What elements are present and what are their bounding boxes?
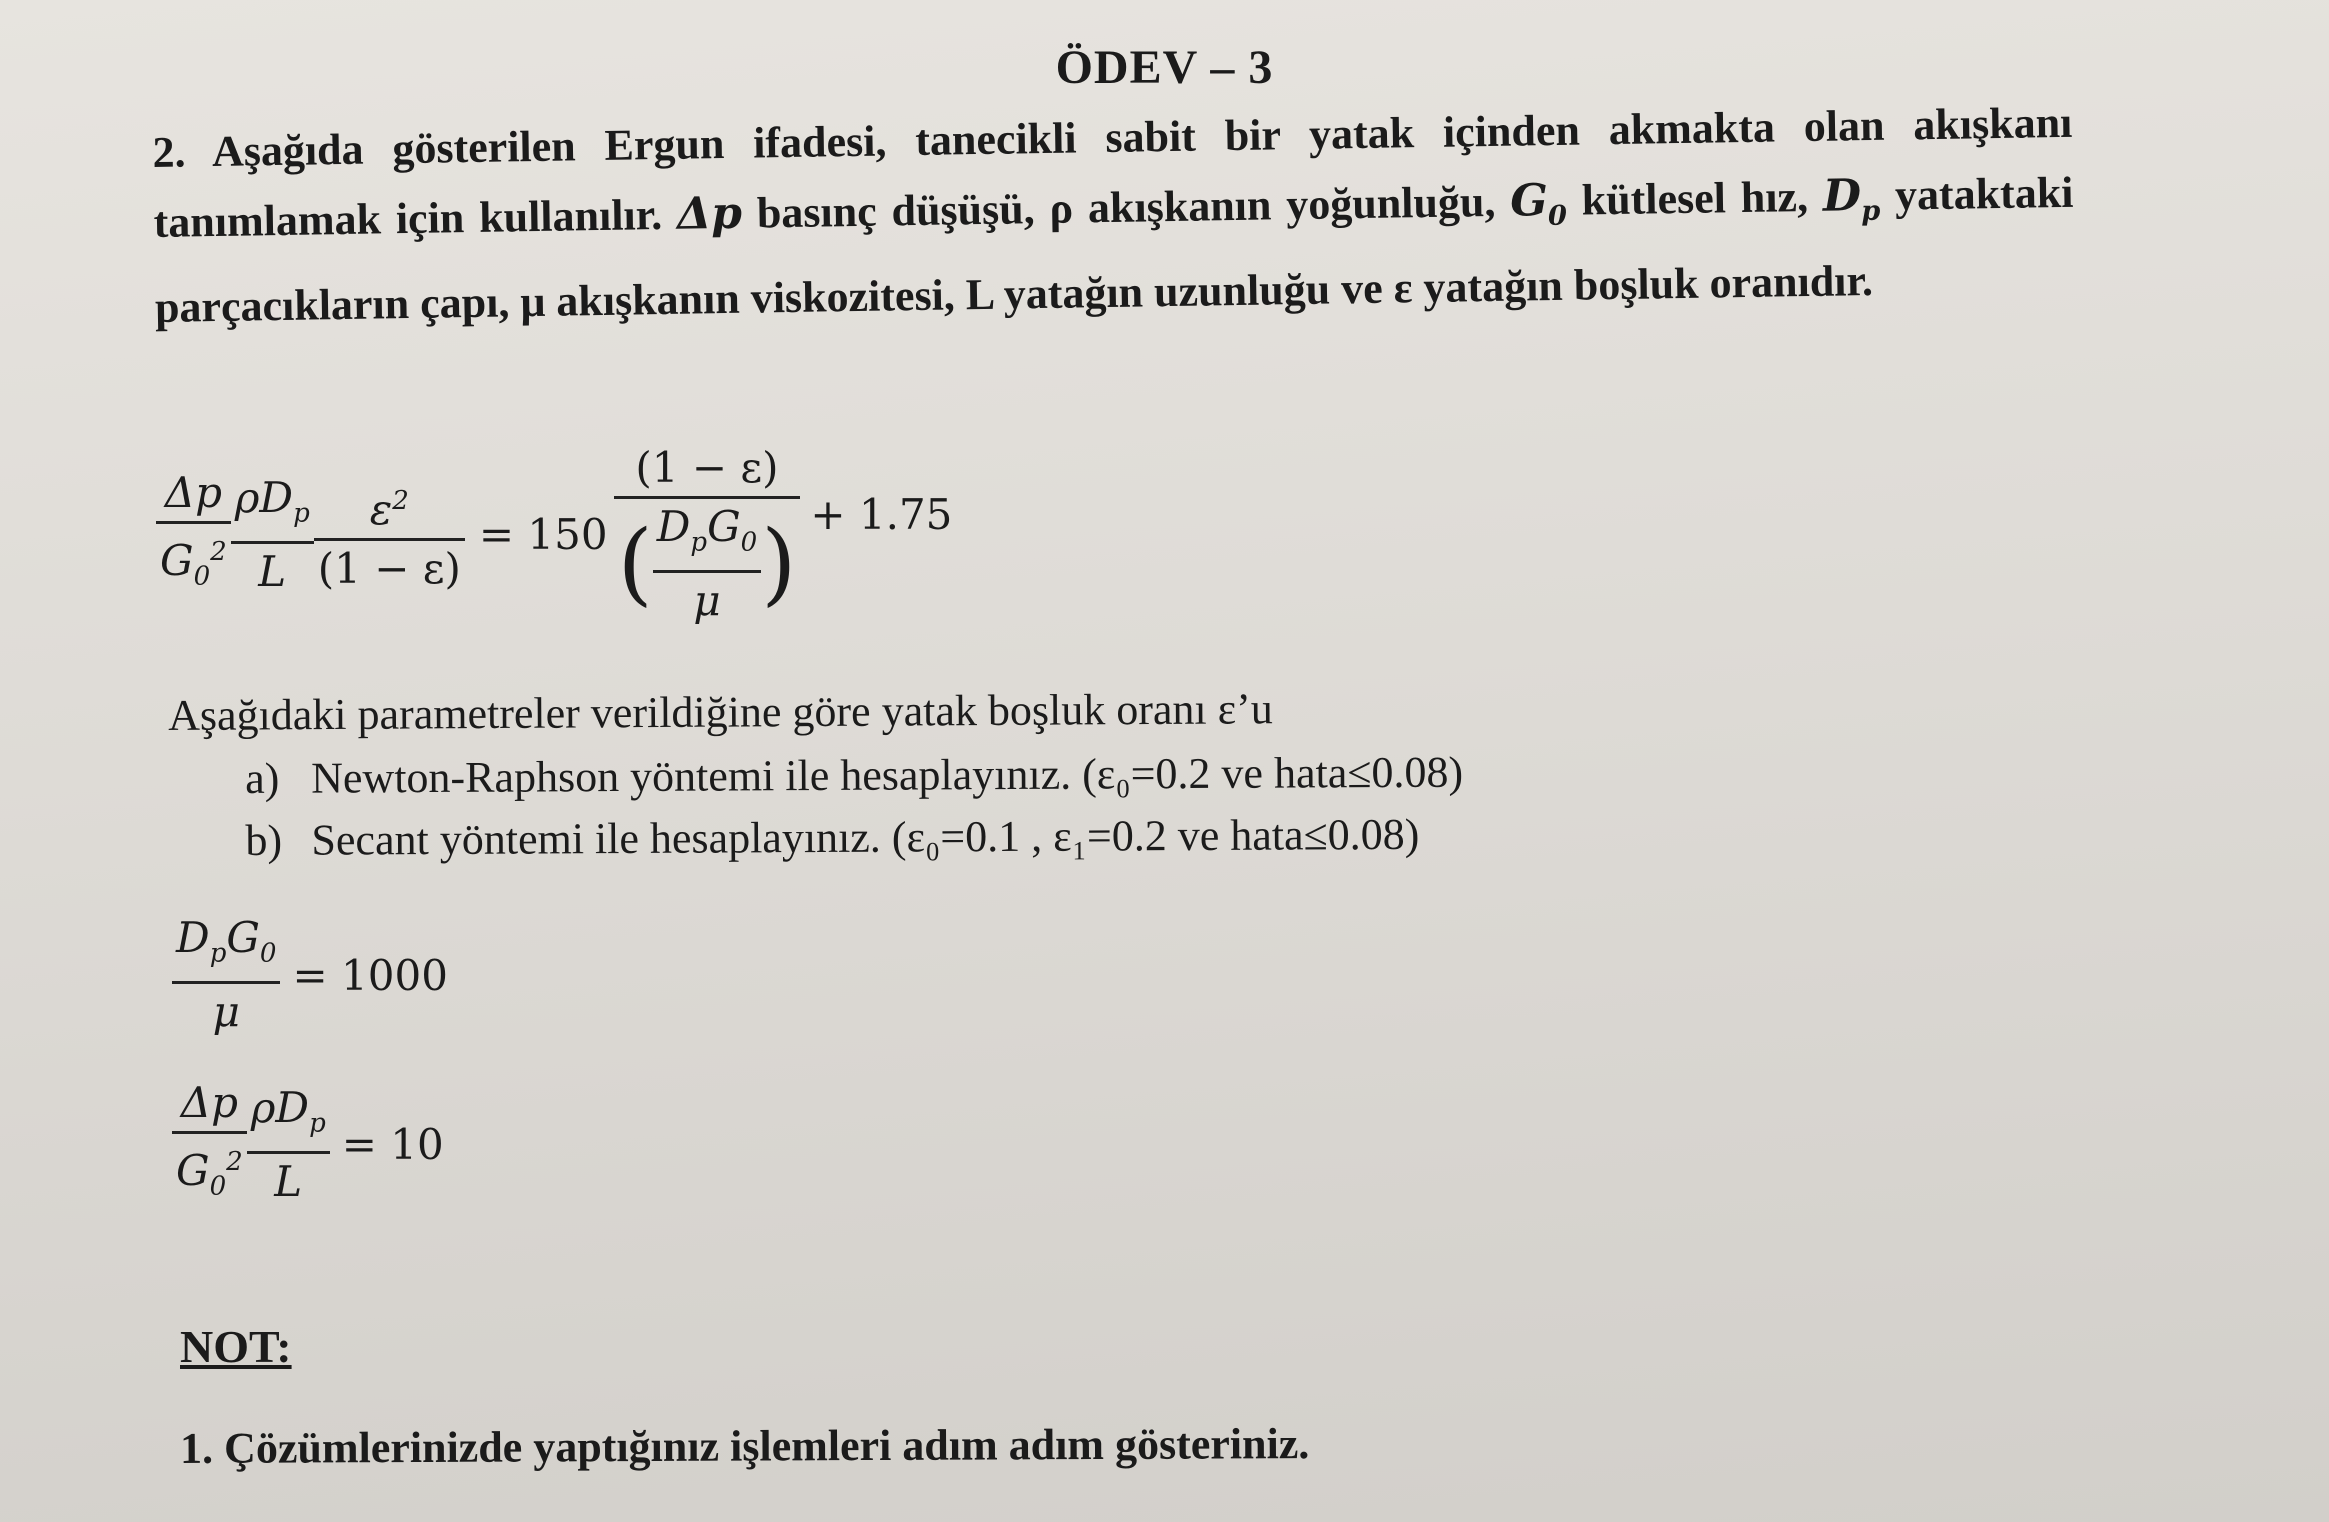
g0-sup: 2	[226, 1147, 243, 1177]
frac-num	[231, 470, 314, 541]
frac-num	[247, 1080, 330, 1151]
frac-den: L	[274, 1156, 303, 1206]
frac-dpg0-mu	[172, 910, 280, 1040]
task-item-b	[245, 804, 1463, 872]
g0-sub: 0	[193, 561, 211, 592]
task-list	[245, 742, 1464, 872]
frac-den: μ	[693, 576, 721, 626]
rho-dp-sub: p	[293, 497, 310, 528]
frac-den: (1 − ε)	[317, 543, 461, 593]
task-text: Newton-Raphson yöntemi ile hesaplayınız. (ε₀=0.2 ve hata≤0.08)	[311, 747, 1464, 803]
task-text: Secant yöntemi ile hesaplayınız. (ε₀=0.1 , ε₁=0.2 ve hata≤0.08)	[311, 809, 1420, 865]
eps-base: ε	[369, 484, 393, 534]
problem-text-1: Aşağıda gösterilen Ergun ifadesi, tanecikli sabit bir yatak içinden akmakta olan akışkanı tanımlamak için kullanılır.	[153, 97, 2073, 247]
frac-rho-dp-l	[247, 1080, 330, 1210]
frac-den	[172, 1134, 247, 1214]
frac-den: L	[258, 546, 287, 596]
left-paren: (	[617, 511, 653, 617]
frac-num	[653, 499, 761, 570]
equation-reynolds	[172, 910, 448, 1040]
g-sub: 0	[740, 527, 758, 558]
frac-num	[172, 910, 280, 981]
d-sub: p	[209, 938, 227, 969]
equals-150: = 150	[478, 510, 608, 560]
frac-den	[156, 524, 231, 604]
g-base: G	[707, 502, 741, 551]
frac-den	[614, 499, 801, 629]
problem-text-2: basınç düşüşü, ρ akışkanın yoğunluğu,	[741, 176, 1511, 238]
equals-1000: = 1000	[292, 950, 448, 1000]
equals-10: = 10	[341, 1120, 444, 1170]
symbol-dp-sub: p	[1860, 194, 1881, 227]
g0-sup: 2	[210, 537, 227, 567]
eps-sup: 2	[392, 485, 409, 516]
frac-rhs	[614, 440, 801, 629]
symbol-dp	[1822, 170, 1881, 227]
task-label: a)	[245, 753, 280, 803]
frac-rho-dp-l	[231, 470, 314, 600]
plus-175: + 1.75	[810, 490, 953, 540]
g-sub: 0	[259, 938, 277, 969]
g0-sub: 0	[209, 1171, 227, 1202]
frac-num: (1 − ε)	[635, 443, 779, 492]
frac-num: Δp	[164, 468, 222, 517]
d-sub: p	[690, 527, 708, 558]
note-heading: NOT:	[180, 1321, 292, 1372]
d-base: D	[176, 913, 210, 962]
frac-num	[366, 473, 413, 538]
symbol-g0-base: G	[1509, 175, 1549, 227]
note-item-1: 1. Çözümlerinizde yaptığınız işlemleri adım adım gösteriniz.	[180, 1419, 1310, 1473]
problem-text-3: kütlesel hız,	[1566, 171, 1824, 225]
problem-paragraph	[152, 88, 2075, 343]
g0-base: G	[160, 536, 194, 585]
symbol-g0-sub: 0	[1547, 199, 1568, 232]
rho-dp-base: ρD	[234, 472, 294, 522]
symbol-dp-base: D	[1822, 170, 1862, 222]
task-label: b)	[245, 815, 283, 865]
frac-dp-g0	[156, 465, 231, 604]
frac-reynolds	[653, 499, 761, 629]
rho-dp-sub: p	[309, 1107, 326, 1138]
symbol-delta-p: Δp	[676, 187, 743, 240]
page-title: ÖDEV – 3	[1055, 41, 1274, 94]
g-base: G	[226, 913, 260, 962]
equation-pressure	[172, 1075, 444, 1214]
task-item-a	[245, 742, 1463, 810]
problem-number: 2.	[152, 127, 186, 177]
d-base: D	[656, 502, 691, 551]
rho-dp-base: ρD	[250, 1082, 310, 1132]
frac-num: Δp	[180, 1078, 238, 1127]
parameters-intro: Aşağıdaki parametreler verildiğine göre yatak boşluk oranı ε’u	[168, 684, 1273, 740]
frac-den: μ	[212, 987, 240, 1037]
g0-base: G	[176, 1146, 210, 1195]
frac-eps	[314, 473, 465, 597]
frac-dp-g0	[172, 1075, 247, 1214]
ergun-equation	[156, 440, 952, 629]
right-paren: )	[761, 511, 797, 617]
problem-text-4: yataktaki parçacıkların çapı, μ akışkanın viskozitesi, L yatağın uzunluğu ve ε yatağın boşluk oranıdır.	[154, 167, 2074, 332]
symbol-g0	[1509, 175, 1568, 232]
